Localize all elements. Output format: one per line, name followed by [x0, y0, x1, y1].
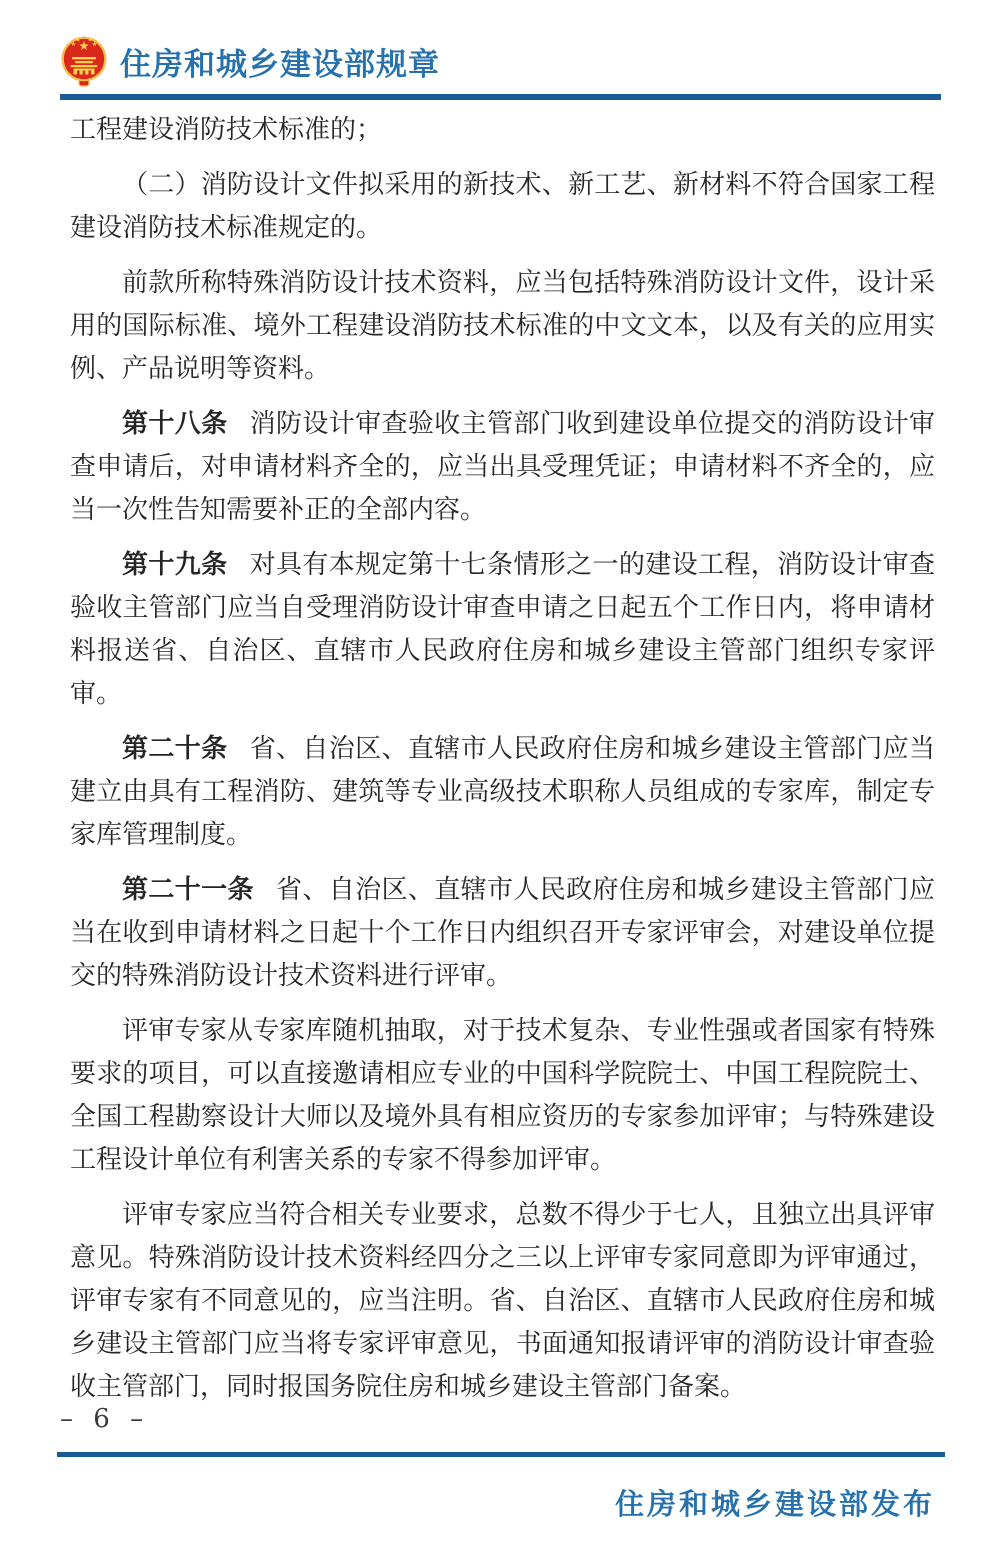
- article-number: 第二十一条: [122, 875, 254, 905]
- paragraph-text: 前款所称特殊消防设计技术资料，应当包括特殊消防设计文件，设计采用的国际标准、境外工程建设消防技术标准的中文文本，以及有关的应用实例、产品说明等资料。: [70, 268, 935, 384]
- paragraph: [70, 262, 935, 391]
- paragraph-text: 消防设计审查验收主管部门收到建设单位提交的消防设计审查申请后，对申请材料齐全的，应当出具受理凭证；申请材料不齐全的，应当一次性告知需要补正的全部内容。: [70, 409, 935, 525]
- paragraph-text: 对具有本规定第十七条情形之一的建设工程，消防设计审查验收主管部门应当自受理消防设计审查申请之日起五个工作日内，将申请材料报送省、自治区、直辖市人民政府住房和城乡建设主管部门组织专家评审。: [70, 550, 935, 709]
- paragraph-text: 评审专家应当符合相关专业要求，总数不得少于七人，且独立出具评审意见。特殊消防设计技术资料经四分之三以上评审专家同意即为评审通过，评审专家有不同意见的，应当注明。省、自治区、直辖市人民政府住房和城乡建设主管部门应当将专家评审意见，书面通知报请评审的消防设计审查验收主管部门，同时报国务院住房和城乡建设主管部门备案。: [70, 1200, 935, 1402]
- page-number: – 6 –: [60, 1404, 150, 1434]
- national-emblem-icon: [60, 34, 108, 88]
- paragraph-text: 省、自治区、直辖市人民政府住房和城乡建设主管部门应当在收到申请材料之日起十个工作日内组织召开专家评审会，对建设单位提交的特殊消防设计技术资料进行评审。: [70, 875, 935, 991]
- publisher-label: 住房和城乡建设部发布: [614, 1487, 935, 1521]
- document-body: [70, 109, 935, 1421]
- paragraph: [70, 403, 935, 532]
- paragraph: [70, 1010, 935, 1182]
- header-divider: [60, 94, 941, 100]
- paragraph-text: 省、自治区、直辖市人民政府住房和城乡建设主管部门应当建立由具有工程消防、建筑等专业高级技术职称人员组成的专家库，制定专家库管理制度。: [70, 734, 935, 850]
- article-number: 第十八条: [122, 409, 228, 439]
- paragraph: [70, 1194, 935, 1409]
- paragraph: [70, 109, 935, 152]
- paragraph: [70, 728, 935, 857]
- paragraph-text: 评审专家从专家库随机抽取，对于技术复杂、专业性强或者国家有特殊要求的项目，可以直接邀请相应专业的中国科学院院士、中国工程院院士、全国工程勘察设计大师以及境外具有相应资历的专家参加评审；与特殊建设工程设计单位有利害关系的专家不得参加评审。: [70, 1016, 935, 1175]
- page-header: [60, 34, 940, 88]
- footer-divider: [57, 1452, 945, 1457]
- paragraph: [70, 544, 935, 716]
- page-title: 住房和城乡建设部规章: [120, 46, 440, 83]
- paragraph-text: （二）消防设计文件拟采用的新技术、新工艺、新材料不符合国家工程建设消防技术标准规定的。: [70, 170, 935, 243]
- paragraph: [70, 164, 935, 250]
- paragraph-text: 工程建设消防技术标准的；: [70, 115, 383, 145]
- paragraph: [70, 869, 935, 998]
- article-number: 第十九条: [122, 550, 228, 580]
- article-number: 第二十条: [122, 734, 228, 764]
